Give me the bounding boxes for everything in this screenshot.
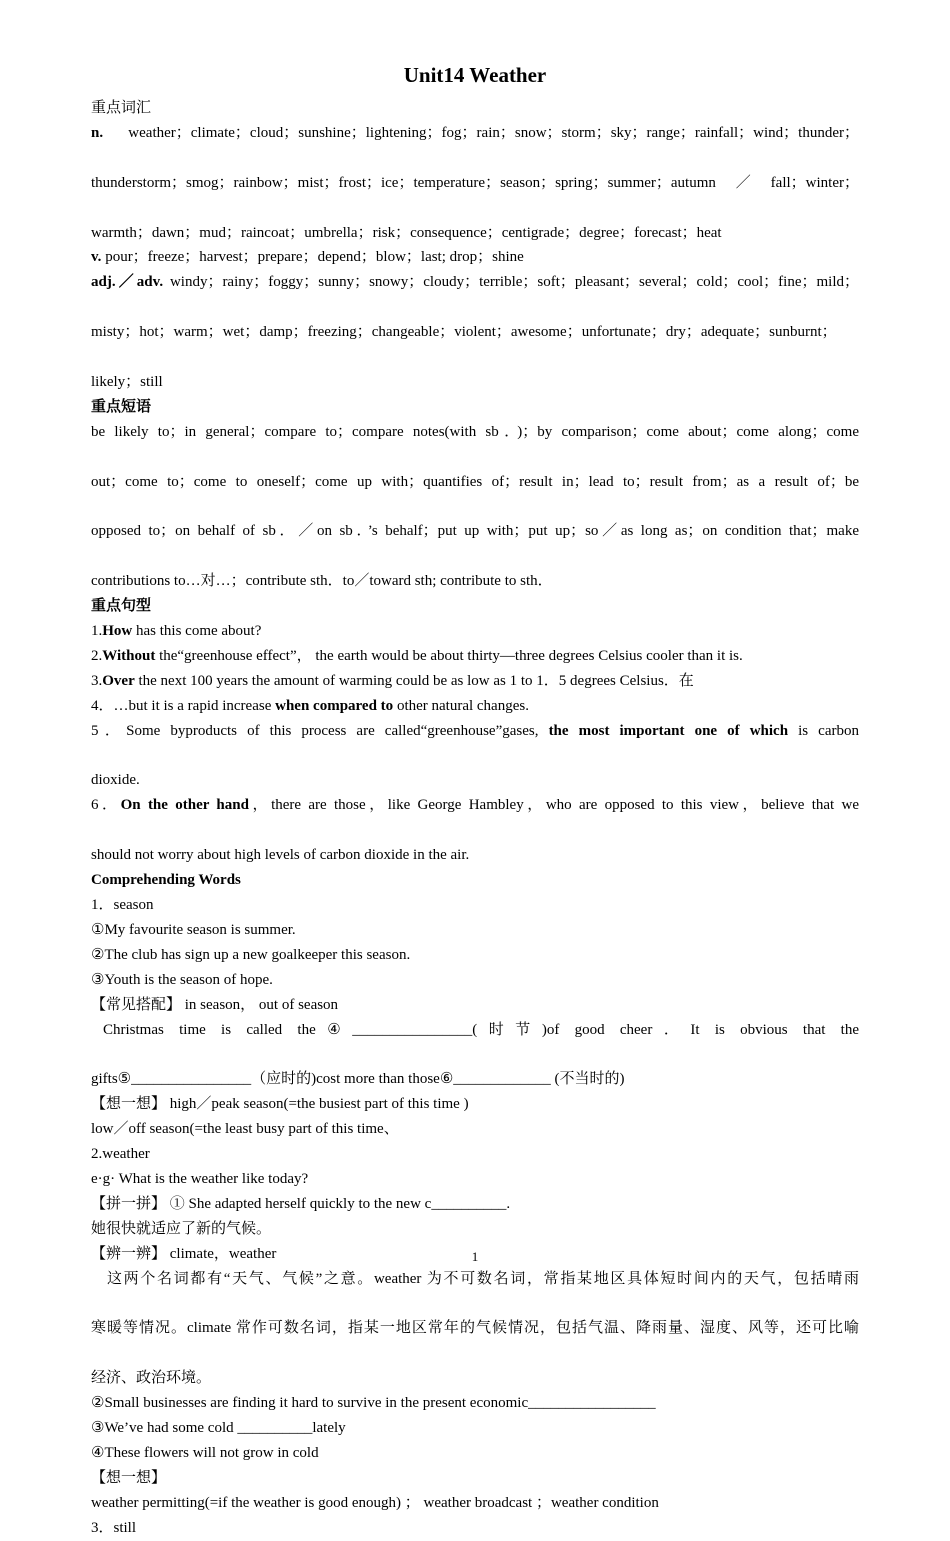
weather-heading: 2.weather	[91, 1146, 150, 1163]
weather-exercise-4: ④These flowers will not grow in cold	[91, 1444, 319, 1461]
comprehending-heading: Comprehending Words	[91, 872, 241, 889]
weather-distinguish: 【辨一辨】 climate，weather	[91, 1245, 277, 1262]
page-number: 1	[471, 1249, 479, 1264]
sentence-3: 3.Over the next 100 years the amount of warming could be as low as 1 to 1．5 degrees Celsius．在	[91, 672, 694, 689]
noun-line-1: n. weather；climate；cloud；sunshine；lightening；fog；rain；snow；storm；sky；range；rainfall；wind；thunder；	[91, 124, 859, 141]
christmas-line-2: gifts⑤________________（应时的)cost more than those⑥_____________ (不当时的)	[91, 1071, 625, 1088]
noun-line-3: warmth；dawn；mud；raincoat；umbrella；risk；consequence；centigrade；degree；forecast；heat	[91, 224, 722, 241]
page-title: Unit14 Weather	[403, 63, 547, 87]
season-think-2: low／off season(=the least busy part of this time、	[91, 1121, 399, 1138]
sentence-1: 1.How has this come about?	[91, 623, 262, 640]
sentence-4: 4．…but it is a rapid increase when compared to other natural changes.	[91, 697, 529, 714]
weather-exercise-3: ③We’ve had some cold __________lately	[91, 1420, 346, 1437]
distinguish-text-3: 经济、政治环境。	[91, 1370, 212, 1387]
season-collocation: 【常见搭配】 in season， out of season	[91, 996, 339, 1013]
sentences-heading: 重点句型	[91, 598, 152, 615]
distinguish-text-2: 寒暖等情况。climate 常作可数名词，指某一地区常年的气候情况，包括气温、降雨量、湿度、风等，还可比喻	[91, 1320, 859, 1337]
season-example-2: ②The club has sign up a new goalkeeper this season.	[91, 946, 411, 963]
weather-spell: 【拼一拼】 ① She adapted herself quickly to the new c__________.	[91, 1195, 511, 1212]
sentence-6-line-1: 6．On the other hand，there are those，like George Hambley，who are opposed to this view，believe that we	[91, 797, 859, 814]
sentence-5-line-1: 5．Some byproducts of this process are called“greenhouse”gases, the most important one of which is carbon	[91, 722, 859, 739]
verb-label: v.	[91, 249, 102, 266]
weather-think-text: weather permitting(=if the weather is good enough) ； weather broadcast ；weather condition	[91, 1494, 659, 1511]
noun-label: n.	[91, 124, 104, 141]
weather-exercise-2: ②Small businesses are finding it hard to survive in the present economic_________________	[91, 1395, 656, 1412]
phrase-line-4: contributions to…对…；contribute sth．to／toward sth; contribute to sth．	[91, 573, 553, 590]
sentence-6-line-2: should not worry about high levels of carbon dioxide in the air.	[91, 847, 470, 864]
vocab-heading: 重点词汇	[91, 100, 152, 116]
phrase-line-1: be likely to；in general；compare to；compare notes(with sb．)；by comparison；come about；come along；come	[91, 423, 859, 440]
adj-label: adj.／adv.	[91, 274, 164, 291]
document-page	[91, 58, 859, 1541]
phrases-heading: 重点短语	[91, 398, 152, 415]
adj-line-1: adj.／adv. windy；rainy；foggy；sunny；snowy；cloudy；terrible；soft；pleasant；several；cold；cool；fine；mild；	[91, 274, 859, 291]
sentence-2: 2.Without the“greenhouse effect”， the earth would be about thirty—three degrees Celsius cooler than it is.	[91, 647, 743, 664]
weather-example: e·g· What is the weather like today?	[91, 1170, 309, 1187]
noun-line-2: thunderstorm；smog；rainbow；mist；frost；ice；temperature；season；spring；summer；autumn／fall；winter；	[91, 174, 859, 191]
sentence-5-line-2: dioxide.	[91, 772, 140, 789]
season-example-1: ①My favourite season is summer.	[91, 921, 296, 938]
weather-think-heading: 【想一想】	[91, 1469, 167, 1486]
season-heading: 1．season	[91, 897, 154, 913]
phrase-line-2: out；come to；come to oneself；come up with；quantifies of；result in；lead to；result from；as a result of；be	[91, 473, 859, 490]
phrase-line-3: opposed to；on behalf of sb．／on sb．’s behalf；put up with；put up；so／as long as；on condition that；make	[91, 523, 859, 540]
season-example-3: ③Youth is the season of hope.	[91, 971, 273, 988]
weather-spell-chinese: 她很快就适应了新的气候。	[91, 1220, 272, 1237]
still-heading: 3．still	[91, 1519, 137, 1536]
adj-line-2: misty；hot；warm；wet；damp；freezing；changeable；violent；awesome；unfortunate；dry；adequate；sunburnt；	[91, 324, 837, 341]
adj-line-3: likely；still	[91, 373, 163, 390]
season-think-1: 【想一想】 high／peak season(=the busiest part of this time )	[91, 1096, 469, 1113]
christmas-line-1: Christmas time is called the④________________(时节)of good cheer．It is obvious that the	[103, 1021, 859, 1038]
distinguish-text-1: 这两个名词都有“天气、气候”之意。weather 为不可数名词，常指某地区具体短时间内的天气，包括晴雨	[107, 1270, 859, 1287]
verb-line: v. pour；freeze；harvest；prepare；depend；blow；last; drop；shine	[91, 249, 524, 266]
